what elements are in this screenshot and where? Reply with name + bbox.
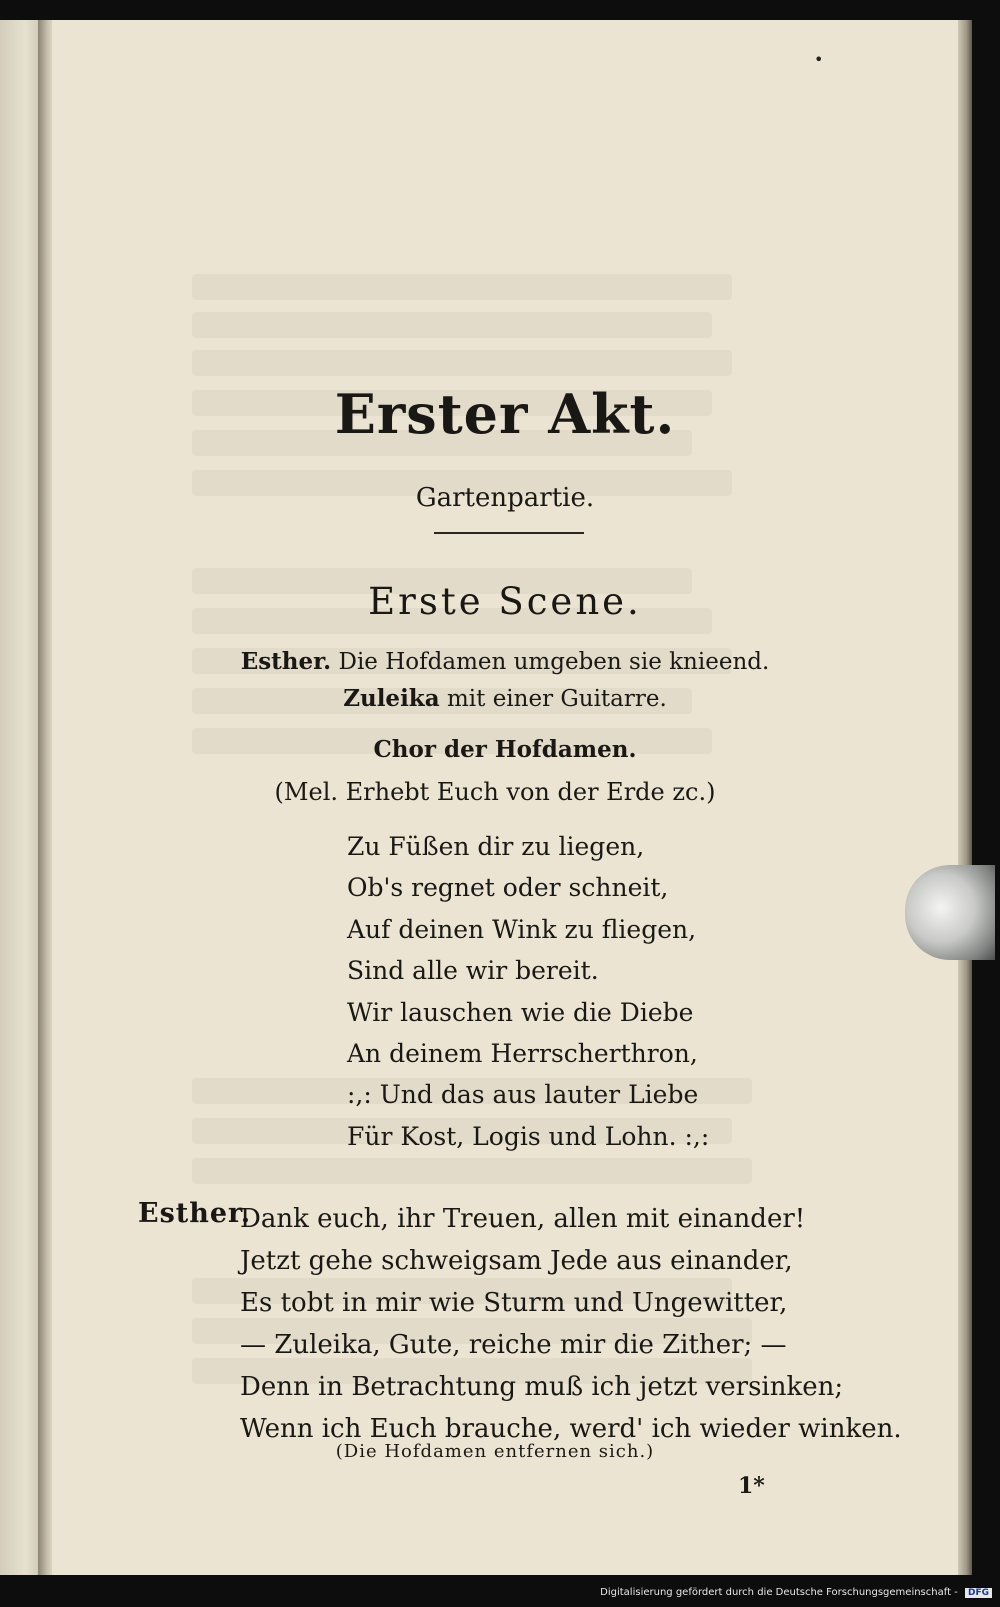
speech-block: [240, 1198, 902, 1450]
page-stack-edge: [958, 20, 972, 1575]
page-clip: [905, 865, 995, 960]
stage-direction: (Die Hofdamen entfernen sich.): [335, 1441, 655, 1462]
cast-character: Esther.: [240, 648, 332, 675]
page-number: 1*: [738, 1473, 765, 1499]
speech-line: Dank euch, ihr Treuen, allen mit einander!: [240, 1204, 806, 1234]
verse-line: Auf deinen Wink zu fliegen,: [347, 914, 697, 944]
divider-rule: [434, 532, 584, 534]
verse-line: Zu Füßen dir zu liegen,: [347, 832, 645, 861]
verse-line: :,: Und das aus lauter Liebe: [347, 1080, 699, 1110]
chorus-verse: [347, 826, 709, 1157]
dfg-logo-icon: DFG: [965, 1588, 992, 1598]
speech-line: Es tobt in mir wie Sturm und Ungewitter,: [240, 1288, 788, 1318]
funding-footer: [600, 1587, 992, 1598]
speaker-name: Esther.: [138, 1198, 252, 1229]
speech-line: Denn in Betrachtung muß ich jetzt versinken;: [240, 1372, 844, 1402]
verse-line: Ob's regnet oder schneit,: [347, 873, 669, 903]
verse-line: Für Kost, Logis und Lohn. :,:: [347, 1121, 710, 1151]
cast-character-2: Zuleika: [343, 685, 440, 712]
speech-line: Jetzt gehe schweigsam Jede aus einander,: [240, 1246, 793, 1276]
chorus-heading: Chor der Hofdamen.: [373, 736, 637, 763]
verse-line: Sind alle wir bereit.: [347, 956, 599, 986]
setting-line: Gartenpartie.: [415, 483, 595, 513]
footer-text: Digitalisierung gefördert durch die Deutsche Forschungsgemeinschaft -: [600, 1587, 958, 1598]
act-title: Erster Akt.: [334, 382, 676, 446]
ink-speck: •: [814, 50, 824, 69]
cast-line-1-text: Die Hofdamen umgeben sie knieend.: [338, 649, 770, 675]
speech-line: — Zuleika, Gute, reiche mir die Zither; —: [240, 1330, 787, 1360]
verse-line: An deinem Herrscherthron,: [347, 1039, 698, 1069]
cast-line-2: [52, 685, 958, 712]
cast-line-2-text: mit einer Guitarre.: [446, 686, 667, 712]
book-page: [52, 20, 958, 1575]
speech-line: Wenn ich Euch brauche, werd' ich wieder winken.: [240, 1414, 902, 1444]
scene-heading: Erste Scene.: [368, 580, 642, 623]
melody-note: (Mel. Erhebt Euch von der Erde zc.): [274, 778, 716, 806]
verse-line: Wir lauschen wie die Diebe: [347, 997, 694, 1027]
cast-line-1: [52, 648, 958, 675]
